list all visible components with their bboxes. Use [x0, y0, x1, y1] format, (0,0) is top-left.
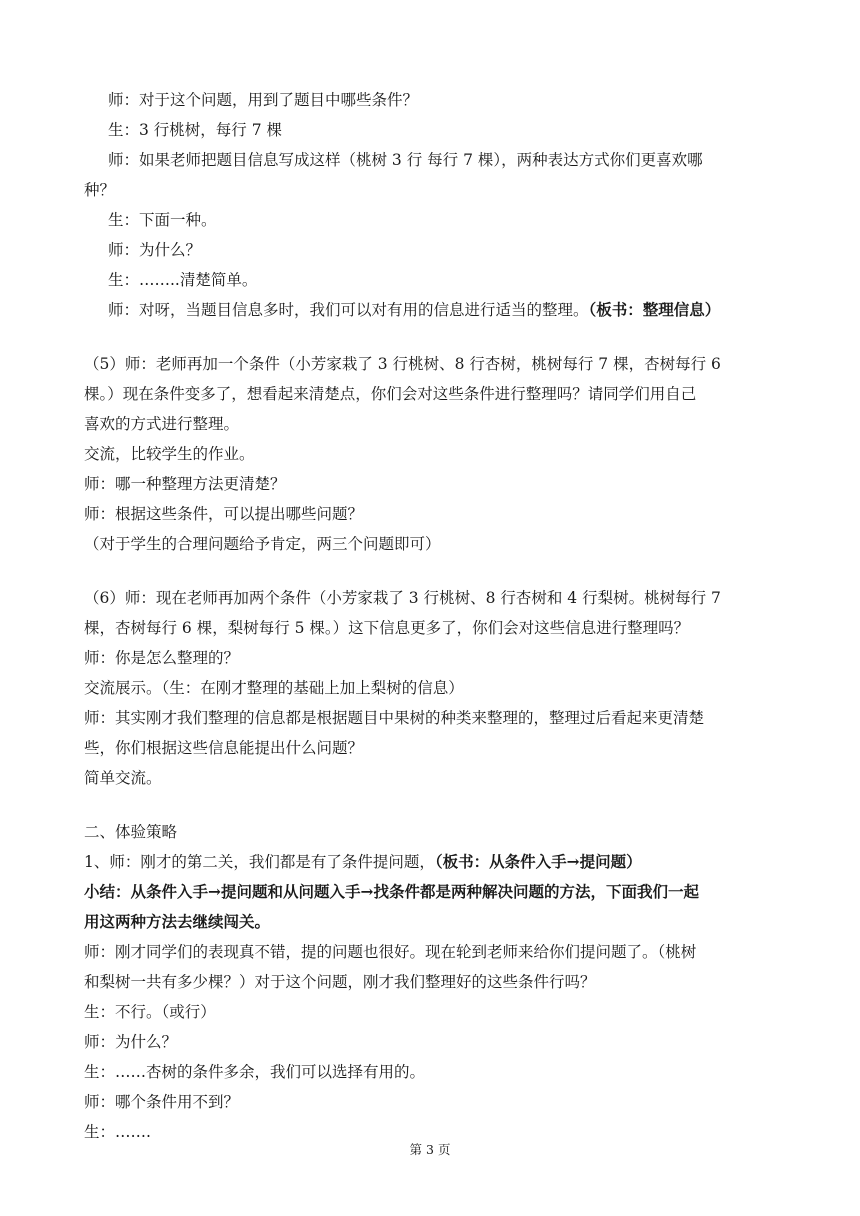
- text-line: 棵，杏树每行 6 棵，梨树每行 5 棵。）这下信息更多了，你们会对这些信息进行整理吗？: [84, 619, 690, 637]
- text-line: 生：…….: [84, 1123, 151, 1141]
- text-line: 种？: [84, 181, 116, 199]
- board-note: （板书：整理信息）: [588, 300, 721, 319]
- text-line: （6）师：现在老师再加两个条件（小芳家栽了 3 行桃树、8 行杏树和 4 行梨树。桃树每行 7: [84, 589, 721, 607]
- text-line: 生：3 行桃树，每行 7 棵: [108, 121, 283, 139]
- text-line: 简单交流。: [84, 769, 162, 787]
- text-line: 棵。）现在条件变多了，想看起来清楚点，你们会对这些条件进行整理吗？请同学们用自己: [84, 385, 697, 403]
- summary-line: 小结：从条件入手→提问题和从问题入手→找条件都是两种解决问题的方法，下面我们一起: [84, 882, 699, 901]
- text-line: 师：为什么？: [108, 241, 202, 259]
- summary-line: 用这两种方法去继续闯关。: [84, 912, 271, 931]
- text-line: 师：其实刚才我们整理的信息都是根据题目中果树的种类来整理的，整理过后看起来更清楚: [84, 709, 705, 727]
- text-line: 师：哪一种整理方法更清楚？: [84, 475, 286, 493]
- text-line: [84, 852, 784, 872]
- text-line: 生：……杏树的条件多余，我们可以选择有用的。: [84, 1063, 426, 1081]
- text-line: 师：刚才同学们的表现真不错，提的问题也很好。现在轮到老师来给你们提问题了。（桃树: [84, 943, 697, 961]
- text-line: （5）师：老师再加一个条件（小芳家栽了 3 行桃树、8 行杏树，桃树每行 7 棵，杏树每行 6: [84, 355, 721, 373]
- text-line: 师：对于这个问题，用到了题目中哪些条件？: [108, 91, 419, 109]
- text-line: 生：……..清楚简单。: [108, 271, 258, 289]
- text-line: 师：为什么？: [84, 1033, 178, 1051]
- text-line: 生：下面一种。: [108, 211, 217, 229]
- text-line: 生：不行。（或行）: [84, 1003, 216, 1021]
- text-line: 交流，比较学生的作业。: [84, 445, 255, 463]
- text-line: 师：你是怎么整理的？: [84, 649, 240, 667]
- text-line: 喜欢的方式进行整理。: [84, 415, 240, 433]
- text-line: 和梨树一共有多少棵？）对于这个问题，刚才我们整理好的这些条件行吗？: [84, 973, 596, 991]
- text-line: 师：哪个条件用不到？: [84, 1093, 240, 1111]
- text-line: 师：根据这些条件，可以提出哪些问题？: [84, 505, 364, 523]
- text-line: 师：如果老师把题目信息写成这样（桃树 3 行 每行 7 棵），两种表达方式你们更喜欢哪: [108, 151, 703, 169]
- page-number: 第 3 页: [409, 1142, 451, 1157]
- text-run: 师：对呀，当题目信息多时，我们可以对有用的信息进行适当的整理。: [108, 301, 589, 319]
- text-line: 交流展示。（生：在刚才整理的基础上加上梨树的信息）: [84, 679, 464, 697]
- board-note: （板书：从条件入手→提问题）: [434, 852, 642, 871]
- text-line: 些，你们根据这些信息能提出什么问题？: [84, 739, 364, 757]
- text-line: （对于学生的合理问题给予肯定，两三个问题即可）: [84, 535, 441, 553]
- section-heading: 二、体验策略: [84, 823, 178, 841]
- text-line: [108, 300, 808, 320]
- text-run: 1、师：刚才的第二关，我们都是有了条件提问题，: [84, 853, 435, 871]
